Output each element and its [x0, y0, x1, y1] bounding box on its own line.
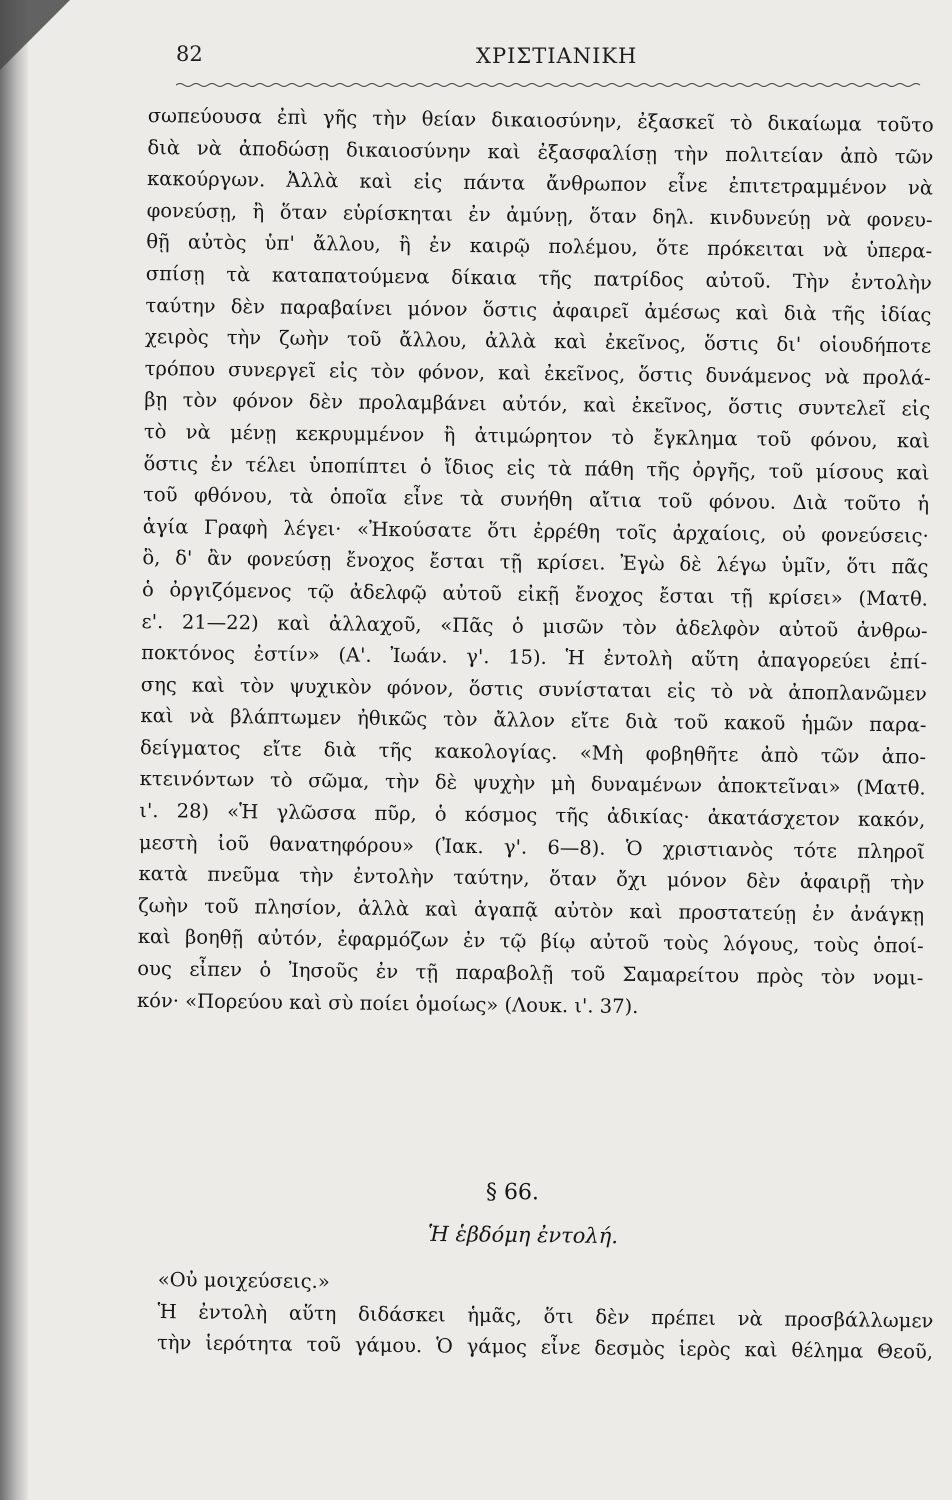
text-line: κακούργων. Ἀλλὰ καὶ εἰς πάντα ἄνθρωπον εἶνε ἐπιτετραμμένον νὰ: [146, 167, 934, 200]
text-line: κατὰ πνεῦμα τὴν ἐντολὴν ταύτην, ὅταν ὄχι μόνον δὲν ἀφαιρῇ τὴν: [138, 862, 925, 895]
text-line: ὁ ὀργιζόμενος τῷ ἀδελφῷ αὐτοῦ εἰκῇ ἔνοχος ἔσται τῇ κρίσει» (Ματθ.: [141, 577, 929, 611]
text-line: σωπεύουσα ἐπὶ γῆς τὴν θείαν δικαιοσύνην, ἐξασκεῖ τὸ δικαίωμα τοῦτο: [147, 103, 934, 137]
text-line: ὅστις ἐν τέλει ὑποπίπτει ὁ ἴδιος εἰς τὰ πάθη τῆς ὀργῆς, τοῦ μίσους καὶ: [143, 451, 930, 485]
text-line: βῃ τὸν φόνον δὲν προλαμβάνει αὐτόν, καὶ ἐκεῖνος, ὅστις συντελεῖ εἰς: [144, 388, 931, 421]
text-line: κτεινόντων τὸ σῶμα, τὴν δὲ ψυχὴν μὴ δυναμένων ἀποκτεῖναι» (Ματθ.: [139, 767, 926, 801]
section-number: § 66.: [485, 1179, 540, 1206]
text-line: ἁγία Γραφὴ λέγει· «Ἠκούσατε ὅτι ἐρρέθη τοῖς ἀρχαίοις, οὐ φονεύσεις·: [142, 514, 929, 548]
text-line: καὶ νὰ βλάπτωμεν ἠθικῶς τὸν ἄλλον εἴτε διὰ τοῦ κακοῦ ἡμῶν παρα-: [140, 704, 927, 737]
commandment-quote: «Οὐ μοιχεύσεις.»: [157, 1267, 330, 1294]
text-line: χειρὸς τὴν ζωὴν τοῦ ἄλλου, ἀλλὰ καὶ ἐκεῖνος, ὅστις δι' οἱουδήποτε: [144, 325, 932, 358]
text-line: κόν· «Πορεύου καὶ σὺ ποίει ὁμοίως» (Λουκ. ι'. 37).: [136, 988, 639, 1018]
page-number: 82: [176, 42, 203, 66]
text-line: τὴν ἱερότητα τοῦ γάμου. Ὁ γάμος εἶνε δεσμὸς ἱερὸς καὶ θέλημα Θεοῦ,: [156, 1331, 934, 1364]
text-line: Ἡ ἐντολὴ αὕτη διδάσκει ἡμᾶς, ὅτι δὲν πρέπει νὰ προσβάλλωμεν: [157, 1299, 934, 1333]
book-spine-shadow: [0, 0, 28, 1500]
text-line: ι'. 28) «Ἡ γλῶσσα πῦρ, ὁ κόσμος τῆς ἀδικίας· ἀκατάσχετον κακόν,: [139, 799, 926, 832]
page-header: [176, 42, 916, 82]
text-line: διὰ νὰ ἀποδώσῃ δικαιοσύνην καὶ ἐξασφαλίσῃ τὴν πολιτείαν ἀπὸ τῶν: [147, 135, 934, 169]
body-text: [137, 100, 934, 1026]
text-line: φονεύσῃ, ἢ ὅταν εὑρίσκηται ἐν ἀμύνῃ, ὅταν δηλ. κινδυνεύῃ νὰ φονευ-: [146, 198, 933, 232]
text-line: δείγματος εἴτε διὰ τῆς κακολογίας. «Μὴ φοβηθῆτε ἀπὸ τῶν ἀπο-: [139, 735, 927, 769]
text-line: ταύτην δὲν παραβαίνει μόνον ὅστις ἀφαιρεῖ ἀμέσως καὶ διὰ τῆς ἰδίας: [145, 293, 932, 327]
text-line: τρόπου συνεργεῖ εἰς τὸν φόνον, καὶ ἐκεῖνος, ὅστις δυνάμενος νὰ προλά-: [144, 356, 931, 390]
text-line: ὃ, δ' ἂν φονεύσῃ ἔνοχος ἔσται τῇ κρίσει. Ἐγὼ δὲ λέγω ὑμῖν, ὅτι πᾶς: [142, 546, 929, 579]
text-line: θῇ αὐτὸς ὑπ' ἄλλου, ἢ ἐν καιρῷ πολέμου, ὅτε πρόκειται νὰ ὑπερα-: [146, 230, 933, 263]
text-line: τὸ νὰ μένῃ κεκρυμμένον ἢ ἀτιμώρητον τὸ ἔγκλημα τοῦ φόνου, καὶ: [143, 419, 931, 453]
section-body: [157, 1264, 934, 1368]
text-line: ε'. 21—22) καὶ ἀλλαχοῦ, «Πᾶς ὁ μισῶν τὸν ἀδελφὸν αὐτοῦ ἀνθρω-: [141, 609, 928, 643]
text-line: ους εἶπεν ὁ Ἰησοῦς ἐν τῇ παραβολῇ τοῦ Σαμαρείτου πρὸς τὸν νομι-: [137, 956, 924, 990]
text-line: ζωὴν τοῦ πλησίον, ἀλλὰ καὶ ἀγαπᾷ αὐτὸν καὶ προστατεύῃ ἐν ἀνάγκῃ: [138, 893, 925, 927]
text-line: καὶ βοηθῇ αὐτόν, ἐφαρμόζων ἐν τῷ βίῳ αὐτοῦ τοὺς λόγους, τοὺς ὁποί-: [137, 925, 924, 958]
page-corner-fold: [0, 0, 70, 70]
text-line: τοῦ φθόνου, τὰ ὁποῖα εἶνε τὰ συνήθη αἴτια τοῦ φόνου. Διὰ τοῦτο ἡ: [143, 483, 930, 516]
section-title: Ἡ ἑβδόμη ἐντολή.: [427, 1221, 619, 1249]
header-wavy-rule: [176, 82, 922, 88]
text-line: σπίσῃ τὰ καταπατούμενα δίκαια τῆς πατρίδος αὐτοῦ. Τὴν ἐντολὴν: [145, 261, 932, 295]
text-line: μεστὴ ἰοῦ θανατηφόρου» (Ἰακ. γ'. 6—8). Ὁ χριστιανὸς τότε πληροῖ: [138, 830, 926, 864]
text-line: σης καὶ τὸν ψυχικὸν φόνον, ὅστις συνίσταται εἰς τὸ νὰ ἀποπλανῶμεν: [140, 672, 927, 706]
text-line: ποκτόνος ἐστίν» (Α'. Ἰωάν. γ'. 15). Ἡ ἐντολὴ αὕτη ἀπαγορεύει ἐπί-: [141, 641, 928, 674]
running-title: ΧΡΙΣΤΙΑΝΙΚΗ: [476, 44, 638, 68]
